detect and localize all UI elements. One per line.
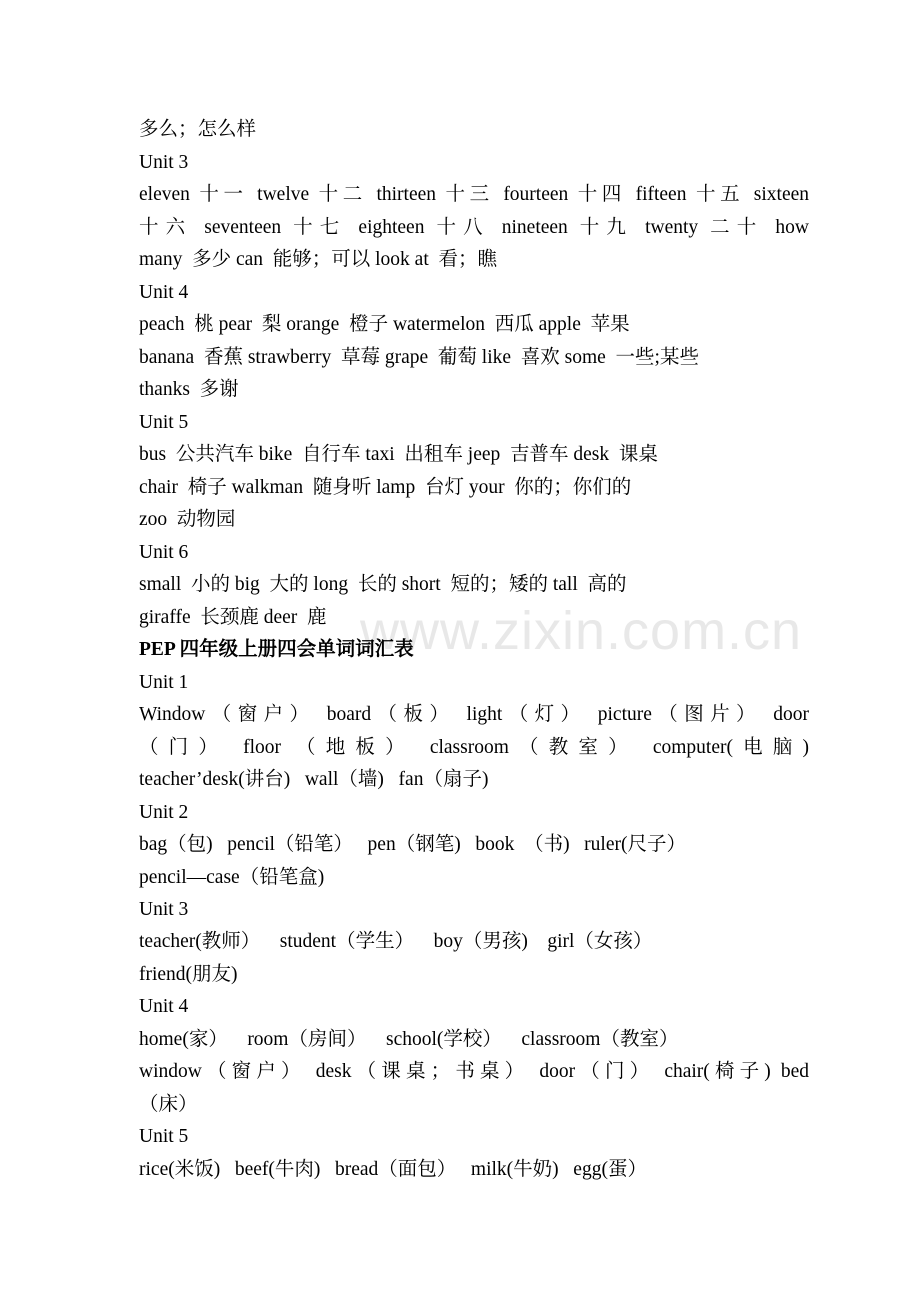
unit-heading: Unit 2 (139, 802, 189, 823)
text-line: banana 香蕉 strawberry 草莓 grape 葡萄 like 喜欢 some 一些;某些 (139, 347, 699, 368)
text-line: many 多少 can 能够；可以 look at 看；瞧 (139, 249, 497, 270)
section-title: PEP 四年级上册四会单词词汇表 (139, 639, 414, 660)
unit-heading: Unit 4 (139, 996, 189, 1017)
text-line: 多么；怎么样 (139, 119, 257, 140)
text-line: teacher(教师） student（学生） boy（男孩) girl（女孩） (139, 931, 653, 952)
text-line: pencil—case（铅笔盒) (139, 867, 325, 888)
unit-heading: Unit 4 (139, 282, 189, 303)
text-line: giraffe 长颈鹿 deer 鹿 (139, 607, 327, 628)
text-line: 十六 seventeen 十七 eighteen 十八 nineteen 十九 twenty 二十 how (139, 217, 809, 238)
text-line: window（窗户） desk（课桌；书桌） door（门） chair(椅子) bed (139, 1061, 809, 1082)
text-line: friend(朋友) (139, 964, 238, 985)
text-line: （门） floor （地板） classroom（教室） computer(电脑) (139, 737, 809, 758)
text-line: teacher’desk(讲台) wall（墙) fan（扇子) (139, 769, 489, 790)
text-line: bus 公共汽车 bike 自行车 taxi 出租车 jeep 吉普车 desk 课桌 (139, 444, 658, 465)
text-line: small 小的 big 大的 long 长的 short 短的；矮的 tall 高的 (139, 574, 627, 595)
unit-heading: Unit 3 (139, 899, 189, 920)
text-line: peach 桃 pear 梨 orange 橙子 watermelon 西瓜 apple 苹果 (139, 314, 630, 335)
unit-heading: Unit 5 (139, 1126, 189, 1147)
text-line: zoo 动物园 (139, 509, 236, 530)
text-line: rice(米饭) beef(牛肉) bread（面包） milk(牛奶) egg(蛋） (139, 1159, 647, 1180)
text-line: home(家） room（房间） school(学校） classroom（教室） (139, 1029, 679, 1050)
unit-heading: Unit 5 (139, 412, 189, 433)
text-line: bag（包) pencil（铅笔） pen（钢笔) book （书) ruler(尺子） (139, 834, 686, 855)
text-line: thanks 多谢 (139, 379, 239, 400)
unit-heading: Unit 3 (139, 152, 189, 173)
text-line: eleven 十一 twelve 十二 thirteen 十三 fourteen 十四 fifteen 十五 sixteen (139, 184, 809, 205)
unit-heading: Unit 1 (139, 672, 189, 693)
unit-heading: Unit 6 (139, 542, 189, 563)
text-line: （床） (139, 1094, 198, 1115)
watermark: www.zixin.com.cn (360, 601, 803, 661)
text-line: Window（窗户） board（板） light（灯） picture（图片） door (139, 704, 809, 725)
text-line: chair 椅子 walkman 随身听 lamp 台灯 your 你的；你们的 (139, 477, 632, 498)
